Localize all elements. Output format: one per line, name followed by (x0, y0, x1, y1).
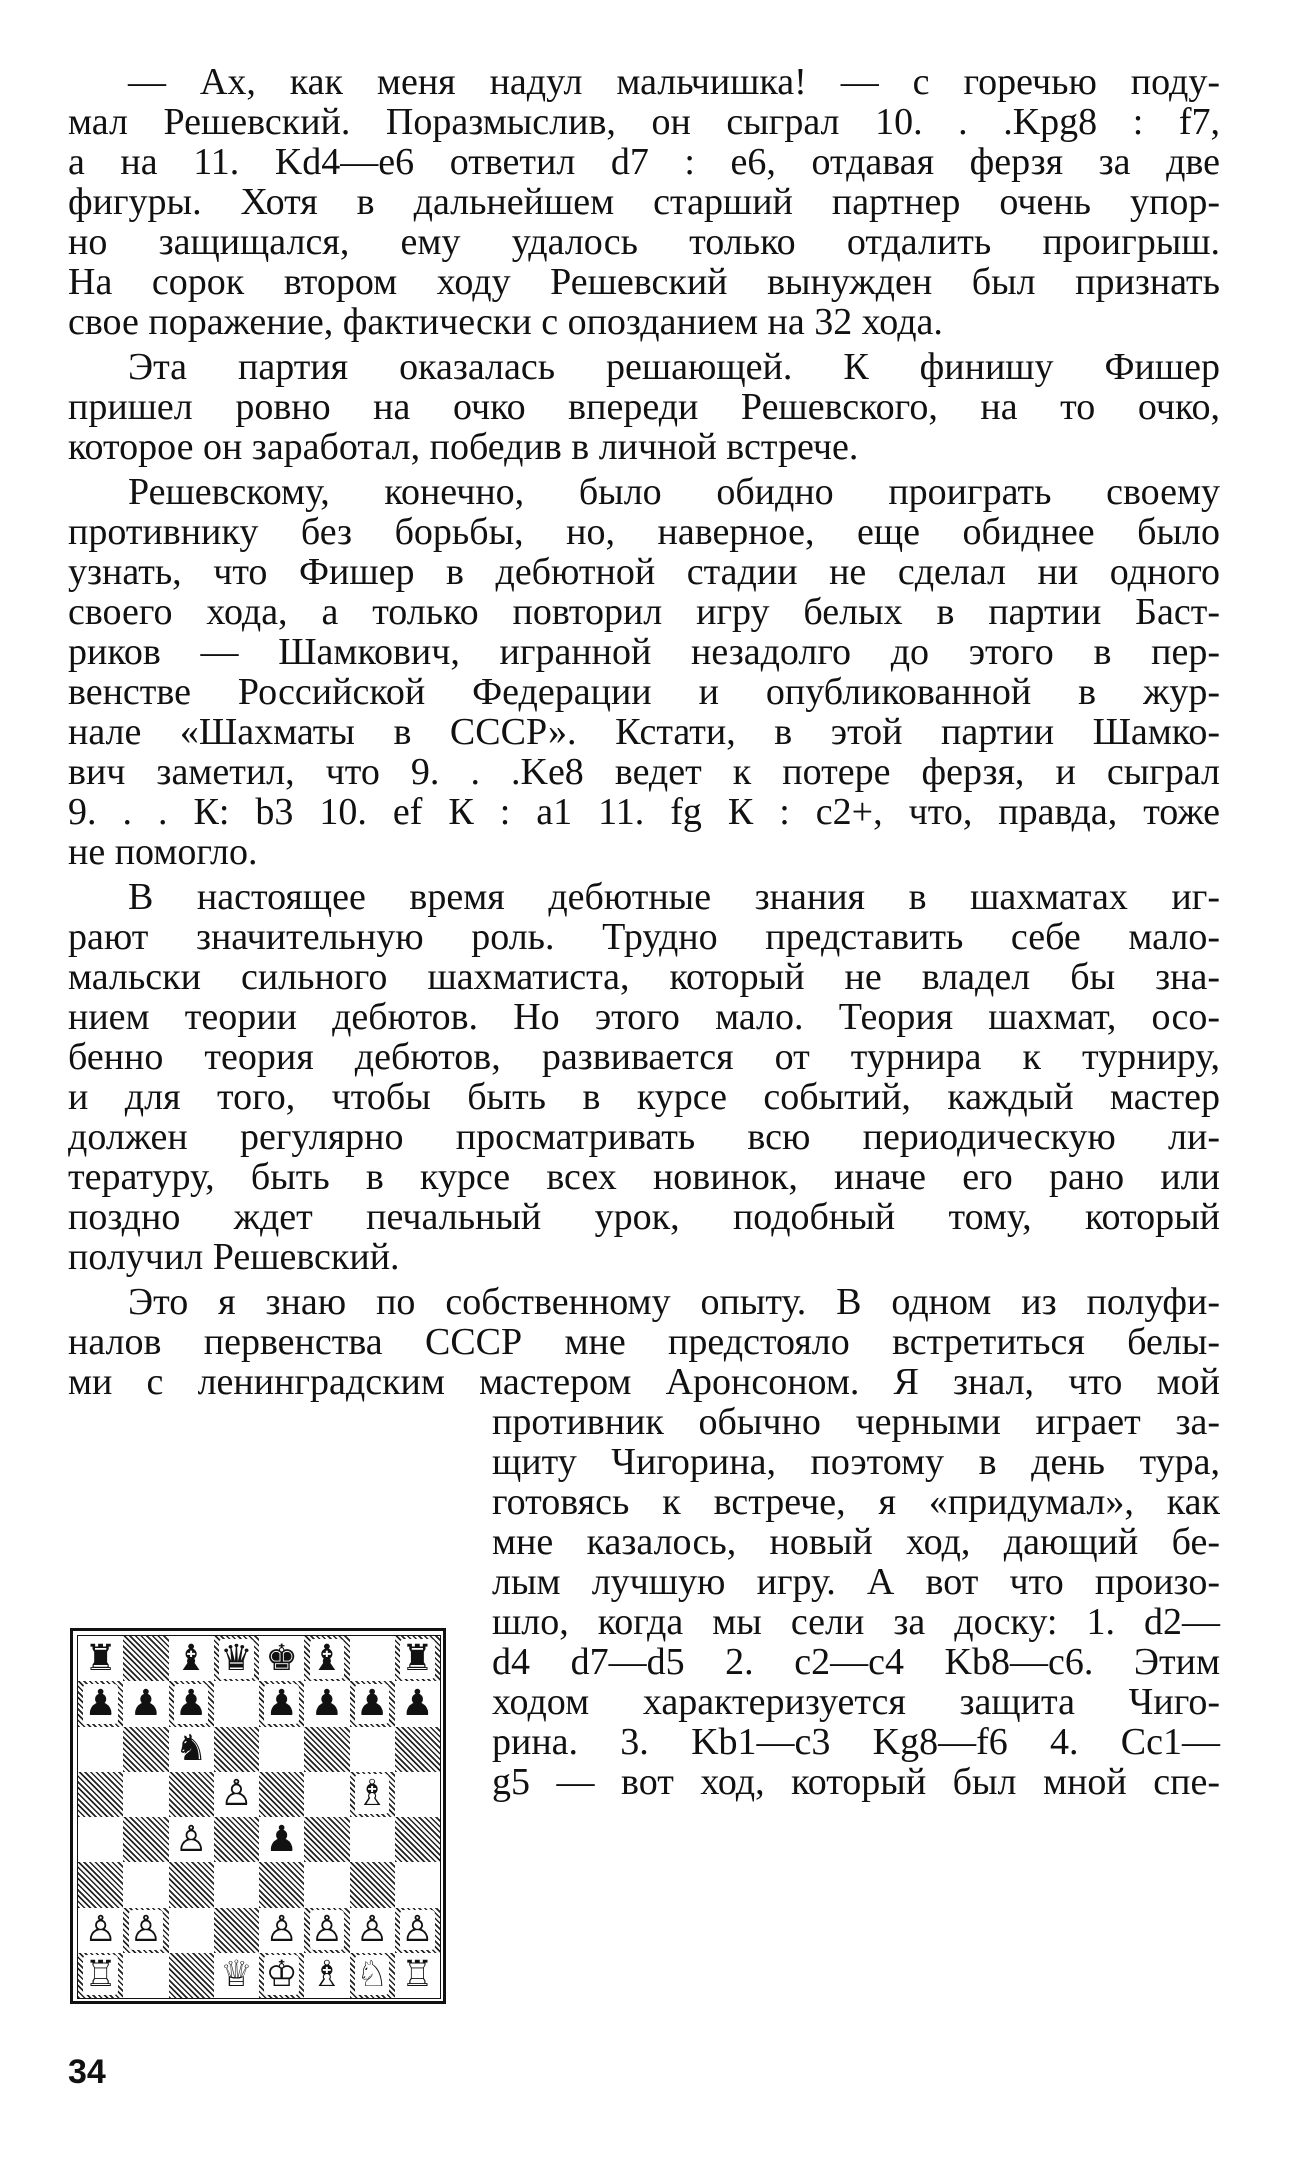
chess-piece: ♛ (220, 1637, 253, 1679)
board-square (169, 1681, 214, 1726)
chess-piece: ♟ (355, 1682, 389, 1724)
board-square (123, 1953, 168, 1998)
board-square (395, 1681, 440, 1726)
board-square (259, 1772, 304, 1817)
text-line: d4 d7—d5 2. c2—c4 Kb8—c6. Этим (492, 1641, 1220, 1683)
board-square (169, 1862, 214, 1907)
text-line: нием теории дебютов. Но этого мало. Теория шахмат, осо- (68, 996, 1220, 1038)
board-square (395, 1727, 440, 1772)
text-line: Это я знаю по собственному опыту. В одном из полуфи- (128, 1281, 1220, 1323)
board-square (304, 1681, 349, 1726)
board-square (78, 1908, 123, 1953)
board-square (169, 1908, 214, 1953)
chess-piece: ♟ (401, 1682, 434, 1724)
board-square (123, 1908, 168, 1953)
board-square (214, 1772, 259, 1817)
chess-piece: ♜ (84, 1637, 117, 1679)
text-line: должен регулярно просматривать всю периодическую ли- (68, 1116, 1220, 1158)
chess-piece: ♙ (401, 1909, 434, 1951)
text-line: своего хода, а только повторил игру белых в партии Баст- (68, 591, 1220, 633)
board-square (123, 1862, 168, 1907)
text-line: бенно теория дебютов, развивается от турнира к турниру, (68, 1036, 1220, 1078)
text-line: но защищался, ему удалось только отдалить проигрыш. (68, 221, 1220, 263)
text-line: ми с ленинградским мастером Аронсоном. Я знал, что мой (68, 1361, 1220, 1403)
text-line: мальски сильного шахматиста, который не владел бы зна- (68, 956, 1220, 998)
chess-piece: ♙ (220, 1773, 253, 1815)
board-square (304, 1727, 349, 1772)
text-line: лым лучшую игру. А вот что произо- (492, 1561, 1220, 1603)
text-line: 9. . . К: b3 10. ef К : a1 11. fg К : c2+, что, правда, тоже (68, 791, 1220, 833)
board-square (350, 1681, 395, 1726)
text-line: пришел ровно на очко впереди Решевского, на то очко, (68, 386, 1220, 428)
board-square (78, 1817, 123, 1862)
board-square (123, 1681, 168, 1726)
board-square (395, 1772, 440, 1817)
chess-piece: ♟ (84, 1682, 117, 1724)
board-square (350, 1953, 395, 1998)
board-square (123, 1727, 168, 1772)
board-square (78, 1636, 123, 1681)
text-line: рина. 3. Kb1—c3 Kg8—f6 4. Cc1— (492, 1721, 1220, 1763)
chess-piece: ♗ (355, 1773, 389, 1815)
text-line: На сорок втором ходу Решевский вынужден был признать (68, 261, 1220, 303)
board-square (304, 1908, 349, 1953)
chess-piece: ♙ (174, 1818, 208, 1860)
board-square (350, 1636, 395, 1681)
chess-piece: ♘ (355, 1954, 389, 1996)
board-square (350, 1862, 395, 1907)
board-square (169, 1772, 214, 1817)
board-square (304, 1636, 349, 1681)
text-line: — Ах, как меня надул мальчишка! — с горечью поду- (128, 61, 1220, 103)
text-line: вич заметил, что 9. . .Ke8 ведет к потере ферзя, и сыграл (68, 751, 1220, 793)
text-line: риков — Шамкович, игранной незадолго до этого в пер- (68, 631, 1220, 673)
board-square (214, 1908, 259, 1953)
text-line: ходом характеризуется защита Чиго- (492, 1681, 1220, 1723)
board-square (78, 1862, 123, 1907)
chess-piece: ♞ (174, 1728, 208, 1770)
text-line: рают значительную роль. Трудно представить себе мало- (68, 916, 1220, 958)
board-square (350, 1772, 395, 1817)
board-square (214, 1817, 259, 1862)
board-square (259, 1636, 304, 1681)
text-line: противнику без борьбы, но, наверное, еще обиднее было (68, 511, 1220, 553)
board-square (214, 1727, 259, 1772)
text-line: а на 11. Kd4—e6 ответил d7 : e6, отдавая ферзя за две (68, 141, 1220, 183)
chess-piece: ♔ (265, 1954, 298, 1996)
board-square (214, 1862, 259, 1907)
chess-piece: ♟ (174, 1682, 208, 1724)
board-square (395, 1817, 440, 1862)
chess-piece: ♙ (310, 1909, 344, 1951)
board-square (214, 1636, 259, 1681)
board-square (78, 1772, 123, 1817)
board-square (350, 1908, 395, 1953)
board-square (395, 1862, 440, 1907)
chess-piece: ♟ (129, 1682, 163, 1724)
text-line: тературу, быть в курсе всех новинок, иначе его рано или (68, 1156, 1220, 1198)
text-line: g5 — вот ход, который был мной спе- (492, 1761, 1220, 1803)
chess-diagram (70, 1628, 446, 2004)
board-square (214, 1953, 259, 1998)
text-line: щиту Чигорина, поэтому в день тура, (492, 1441, 1220, 1483)
chess-piece: ♙ (129, 1909, 163, 1951)
text-line: Эта партия оказалась решающей. К финишу Фишер (128, 346, 1220, 388)
board-square (259, 1953, 304, 1998)
chess-piece: ♚ (265, 1637, 298, 1679)
board-square (259, 1908, 304, 1953)
text-line: противник обычно черными играет за- (492, 1401, 1220, 1443)
chess-piece: ♖ (401, 1954, 434, 1996)
board-square (169, 1636, 214, 1681)
board-square (304, 1817, 349, 1862)
board-square (123, 1636, 168, 1681)
board-square (350, 1817, 395, 1862)
text-line: Решевскому, конечно, было обидно проиграть своему (128, 471, 1220, 513)
text-line: готовясь к встрече, я «придумал», как (492, 1481, 1220, 1523)
board-square (395, 1953, 440, 1998)
text-line: венстве Российской Федерации и опубликованной в жур- (68, 671, 1220, 713)
board-square (395, 1908, 440, 1953)
board-square (169, 1953, 214, 1998)
board-square (350, 1727, 395, 1772)
text-line: мне казалось, новый ход, дающий бе- (492, 1521, 1220, 1563)
board-square (259, 1727, 304, 1772)
chess-piece: ♕ (220, 1954, 253, 1996)
text-line: мал Решевский. Поразмыслив, он сыграл 10. . .Kpg8 : f7, (68, 101, 1220, 143)
chess-piece: ♟ (265, 1818, 298, 1860)
board-square (78, 1953, 123, 1998)
text-line: В настоящее время дебютные знания в шахматах иг- (128, 876, 1220, 918)
board-square (123, 1772, 168, 1817)
text-line: узнать, что Фишер в дебютной стадии не сделал ни одного (68, 551, 1220, 593)
board-square (304, 1953, 349, 1998)
chess-piece: ♖ (84, 1954, 117, 1996)
chess-piece: ♜ (401, 1637, 434, 1679)
board-square (259, 1817, 304, 1862)
board-square (169, 1817, 214, 1862)
text-line: нале «Шахматы в СССР». Кстати, в этой партии Шамко- (68, 711, 1220, 753)
text-line: поздно ждет печальный урок, подобный тому, который (68, 1196, 1220, 1238)
board-square (78, 1727, 123, 1772)
text-line: получил Решевский. (68, 1236, 400, 1278)
board-square (214, 1681, 259, 1726)
chess-board (77, 1635, 441, 1999)
text-line: налов первенства СССР мне предстояло встретиться белы- (68, 1321, 1220, 1363)
text-line: которое он заработал, победив в личной встрече. (68, 426, 859, 468)
text-line: свое поражение, фактически с опозданием на 32 хода. (68, 301, 943, 343)
chess-piece: ♙ (265, 1909, 298, 1951)
board-square (259, 1862, 304, 1907)
chess-piece: ♙ (355, 1909, 389, 1951)
board-square (259, 1681, 304, 1726)
text-line: фигуры. Хотя в дальнейшем старший партнер очень упор- (68, 181, 1220, 223)
text-line: и для того, чтобы быть в курсе событий, каждый мастер (68, 1076, 1220, 1118)
text-line: шло, когда мы сели за доску: 1. d2— (492, 1601, 1220, 1643)
chess-piece: ♙ (84, 1909, 117, 1951)
page-number: 34 (68, 2053, 106, 2091)
board-square (395, 1636, 440, 1681)
board-square (304, 1862, 349, 1907)
board-square (78, 1681, 123, 1726)
chess-piece: ♟ (310, 1682, 344, 1724)
text-line: не помогло. (68, 831, 258, 873)
board-square (169, 1727, 214, 1772)
chess-piece: ♝ (174, 1637, 208, 1679)
chess-piece: ♟ (265, 1682, 298, 1724)
board-square (304, 1772, 349, 1817)
board-square (123, 1817, 168, 1862)
chess-piece: ♝ (310, 1637, 344, 1679)
chess-piece: ♗ (310, 1954, 344, 1996)
